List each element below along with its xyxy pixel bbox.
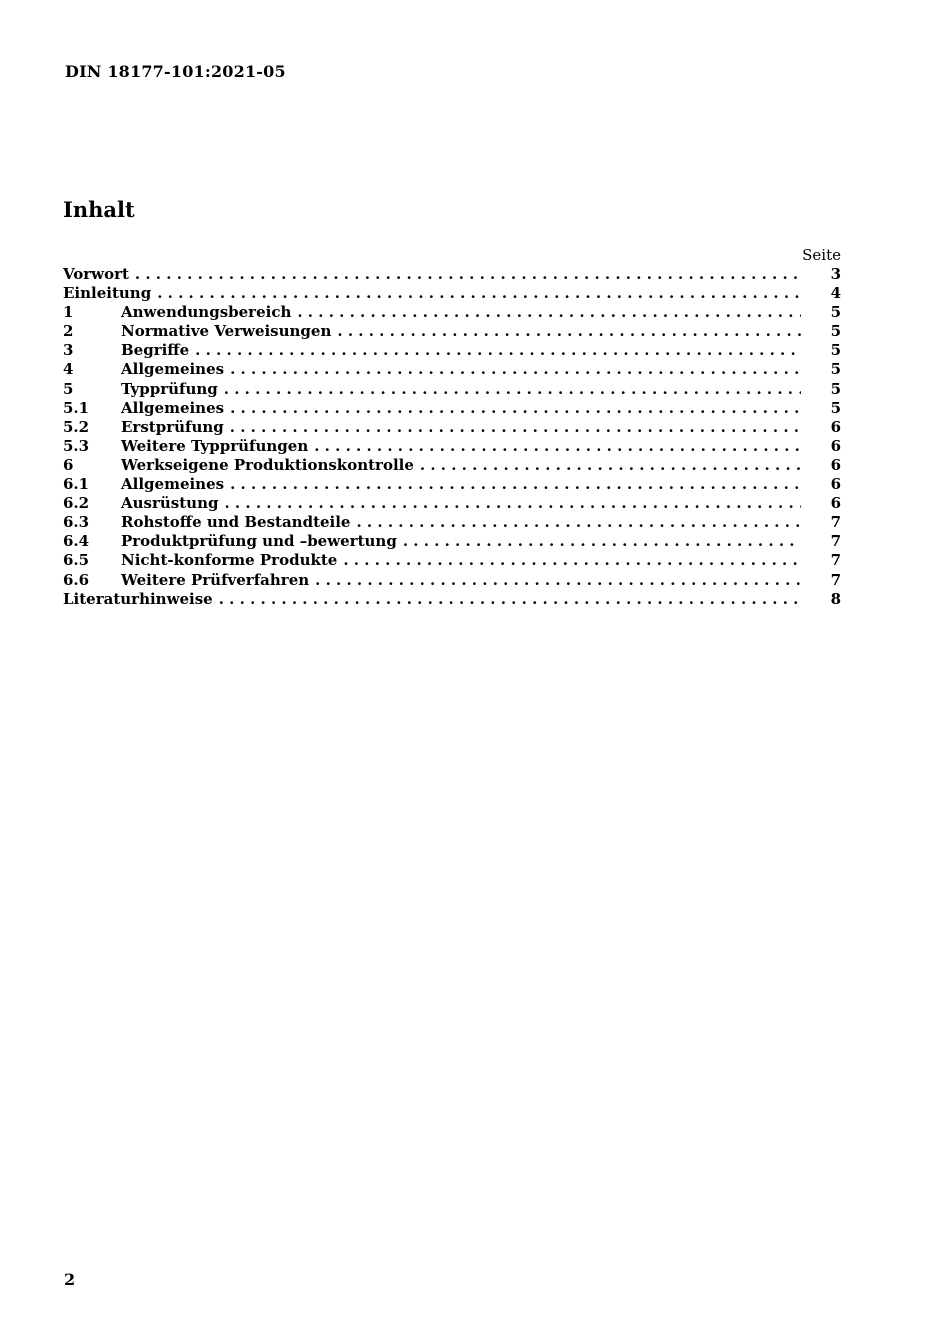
toc-entry[interactable] bbox=[63, 341, 841, 360]
toc-entry-label: Werkseigene Produktionskontrolle bbox=[121, 455, 414, 474]
toc-entries bbox=[63, 265, 841, 609]
toc-entry[interactable] bbox=[63, 532, 841, 551]
toc-entry-page: 6 bbox=[830, 436, 841, 455]
toc-entry-number: 4 bbox=[63, 360, 74, 379]
toc-entry-page: 6 bbox=[830, 494, 841, 513]
toc-dot-leader bbox=[195, 341, 801, 360]
toc-dot-leader bbox=[157, 284, 801, 303]
toc-entry-page: 6 bbox=[830, 417, 841, 436]
toc-dot-leader bbox=[224, 494, 801, 513]
toc-dot-leader bbox=[315, 571, 801, 590]
page-column-label: Seite bbox=[802, 246, 841, 264]
toc-entry-number: 6.3 bbox=[63, 513, 90, 532]
toc-entry-number: 5.1 bbox=[63, 398, 90, 417]
toc-entry-page: 8 bbox=[830, 589, 841, 608]
toc-entry-label: Einleitung bbox=[63, 284, 152, 303]
toc-entry-number: 3 bbox=[63, 341, 74, 360]
toc-entry-page: 5 bbox=[830, 379, 841, 398]
toc-dot-leader bbox=[230, 475, 801, 494]
page-number: 2 bbox=[64, 1270, 76, 1289]
toc-entry-number: 6.2 bbox=[63, 494, 90, 513]
toc-entry-label: Normative Verweisungen bbox=[121, 322, 332, 341]
toc-entry-label: Weitere Typprüfungen bbox=[121, 436, 309, 455]
toc-entry-page: 7 bbox=[830, 513, 841, 532]
toc-entry-number: 2 bbox=[63, 322, 74, 341]
toc-entry-label: Rohstoffe und Bestandteile bbox=[121, 513, 351, 532]
toc-entry-label: Nicht-konforme Produkte bbox=[121, 551, 338, 570]
toc-title: Inhalt bbox=[63, 197, 135, 222]
toc-entry[interactable] bbox=[63, 303, 841, 322]
toc-entry-page: 5 bbox=[830, 303, 841, 322]
toc-entry-number: 1 bbox=[63, 303, 74, 322]
toc-entry-number: 6.6 bbox=[63, 570, 90, 589]
toc-entry[interactable] bbox=[63, 360, 841, 379]
toc-entry[interactable] bbox=[63, 590, 841, 609]
toc-dot-leader bbox=[135, 265, 801, 284]
toc-entry-label: Anwendungsbereich bbox=[121, 303, 292, 322]
toc-entry-label: Begriffe bbox=[121, 341, 190, 360]
toc-entry[interactable] bbox=[63, 265, 841, 284]
table-of-contents bbox=[63, 246, 841, 609]
toc-entry-label: Typprüfung bbox=[121, 379, 218, 398]
toc-entry[interactable] bbox=[63, 475, 841, 494]
toc-entry-page: 4 bbox=[830, 284, 841, 303]
toc-entry-page: 5 bbox=[830, 322, 841, 341]
toc-entry-number: 6.5 bbox=[63, 551, 90, 570]
toc-entry[interactable] bbox=[63, 437, 841, 456]
toc-entry-label: Ausrüstung bbox=[121, 494, 219, 513]
toc-dot-leader bbox=[314, 437, 801, 456]
toc-entry[interactable] bbox=[63, 513, 841, 532]
toc-dot-leader bbox=[403, 532, 801, 551]
toc-entry-label: Weitere Prüfverfahren bbox=[121, 570, 310, 589]
toc-entry-label: Allgemeines bbox=[121, 475, 225, 494]
toc-entry-number: 5.2 bbox=[63, 417, 90, 436]
toc-entry-number: 5 bbox=[63, 379, 74, 398]
toc-entry-page: 6 bbox=[830, 475, 841, 494]
toc-entry-label: Literaturhinweise bbox=[63, 589, 213, 608]
toc-dot-leader bbox=[356, 513, 801, 532]
toc-entry-label: Allgemeines bbox=[121, 360, 225, 379]
toc-dot-leader bbox=[297, 303, 801, 322]
toc-entry-number: 6.4 bbox=[63, 532, 90, 551]
toc-entry[interactable] bbox=[63, 418, 841, 437]
toc-dot-leader bbox=[337, 322, 801, 341]
toc-entry-number: 5.3 bbox=[63, 436, 90, 455]
toc-entry-number: 6 bbox=[63, 455, 74, 474]
toc-entry[interactable] bbox=[63, 571, 841, 590]
toc-entry-page: 7 bbox=[830, 532, 841, 551]
toc-dot-leader bbox=[343, 551, 801, 570]
toc-entry-label: Erstprüfung bbox=[121, 417, 224, 436]
toc-dot-leader bbox=[230, 399, 801, 418]
toc-dot-leader bbox=[230, 418, 801, 437]
toc-dot-leader bbox=[219, 590, 801, 609]
toc-entry[interactable] bbox=[63, 399, 841, 418]
toc-entry-label: Produktprüfung und –bewertung bbox=[121, 532, 397, 551]
toc-entry[interactable] bbox=[63, 551, 841, 570]
toc-entry-page: 5 bbox=[830, 360, 841, 379]
toc-entry-label: Allgemeines bbox=[121, 398, 225, 417]
document-id-header: DIN 18177-101:2021-05 bbox=[65, 62, 286, 81]
toc-entry-page: 5 bbox=[830, 341, 841, 360]
toc-entry-page: 6 bbox=[830, 455, 841, 474]
toc-entry[interactable] bbox=[63, 456, 841, 475]
toc-entry-page: 5 bbox=[830, 398, 841, 417]
toc-dot-leader bbox=[224, 380, 801, 399]
toc-entry-number: 6.1 bbox=[63, 475, 90, 494]
toc-entry[interactable] bbox=[63, 284, 841, 303]
toc-entry[interactable] bbox=[63, 380, 841, 399]
toc-entry-page: 7 bbox=[830, 570, 841, 589]
toc-entry[interactable] bbox=[63, 494, 841, 513]
toc-entry-page: 7 bbox=[830, 551, 841, 570]
toc-entry-label: Vorwort bbox=[63, 265, 129, 283]
toc-entry[interactable] bbox=[63, 322, 841, 341]
toc-dot-leader bbox=[230, 360, 801, 379]
toc-entry-page: 3 bbox=[830, 265, 841, 283]
toc-dot-leader bbox=[420, 456, 801, 475]
